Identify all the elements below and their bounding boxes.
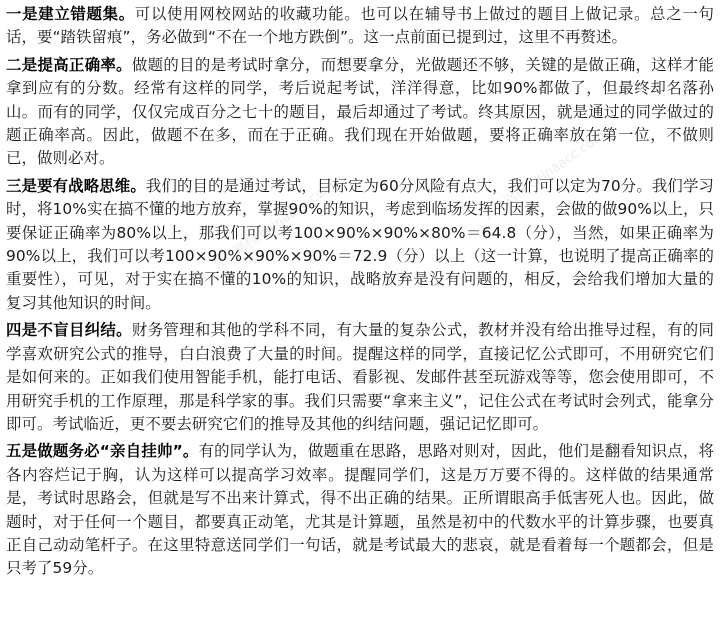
paragraph-heading: 二是提高正确率。 — [6, 55, 132, 74]
paragraph-heading: 三是要有战略思维。 — [6, 176, 146, 195]
watermark: 会计网校 chinaacc.com — [210, 178, 338, 275]
paragraph-text: 做题的目的是考试时拿分，而想要拿分，光做题还不够，关键的是做正确，这样才能拿到应有的分数。经常有这样的同学，考后说起考试，洋洋得意，比如90%都做了，但最终却名落孙山。而有的同学，仅仅完成百分之七十的题目，最后却通过了考试。终其原因，就是通过的同学做过的题正确率高。因此，做题不在多，而在于正确。我们现在开始做题，要将正确率放在第一位，不做则已，做则必对。 — [6, 55, 714, 168]
paragraph-text: 财务管理和其他的学科不同，有大量的复杂公式，教材并没有给出推导过程，有的同学喜欢研究公式的推导，白白浪费了大量的时间。提醒这样的同学，直接记忆公式即可，不用研究它们是如何来的。正如我们使用智能手机，能打电话、看影视、发邮件甚至玩游戏等等，您会使用即可，不用研究手机的工作原理，那是科学家的事。我们只需要“拿来主义”，记住公式在考试时会列式，能拿分即可。考试临近，更不要去研究它们的推导及其他的纠结问题，强记记忆即可。 — [6, 321, 714, 433]
paragraph-strategy — [6, 175, 714, 315]
article-body — [6, 3, 714, 585]
paragraph-heading: 一是建立错题集。 — [6, 5, 135, 23]
watermark: 会计网校 chinaacc.com — [480, 128, 608, 225]
paragraph-text: 我们的目的是通过考试，目标定为60分风险有点大，我们可以定为70分。我们学习时，将10%实在搞不懂的地方放弃，掌握90%的知识，考虑到临场发挥的因素，会做的做90%以上，只要保证正确率为80%以上，那我们可以考100×90%×90%×80%＝64.8（分），当然，如果正确率为90%以上，我们可以考100×90%×90%×90%＝72.9（分）以上（这一计算，也说明了提高正确率的重要性），可见，对于实在搞不懂的10%的知识，战略放弃是没有问题的，相反，会给我们增加大量的复习其他知识的时间。 — [6, 176, 715, 312]
paragraph-heading: 四是不盲目纠结。 — [6, 321, 132, 340]
paragraph-hands-on — [6, 440, 714, 580]
paragraph-no-overthinking — [6, 319, 714, 436]
paragraph-text: 有的同学认为，做题重在思路，思路对则对，因此，他们是翻看知识点，将各内容烂记于胸，认为这样可以提高学习效率。提醒同学们，这是万万要不得的。这样做的结果通常是，考试时思路会，但就是写不出来计算式，得不出正确的结果。正所谓眼高手低害死人也。因此，做题时，对于任何一个题目，都要真正动笔，尤其是计算题，虽然是初中的代数水平的计算步骤，也要真正自己动动笔杆子。在这里特意送同学们一句话，就是考试最大的悲哀，就是看着每一个题都会，但是只考了59分。 — [6, 442, 714, 578]
paragraph-text: 可以使用网校网站的收藏功能。也可以在辅导书上做过的题目上做记录。总之一句话，要“踏铁留痕”，务必做到“不在一个地方跌倒”。这一点前面已提到过，这里不再赘述。 — [6, 5, 714, 47]
paragraph-accuracy — [6, 54, 714, 171]
paragraph-heading: 五是做题务必“亲自挂帅”。 — [6, 442, 199, 461]
paragraph-error-collection — [6, 3, 714, 50]
